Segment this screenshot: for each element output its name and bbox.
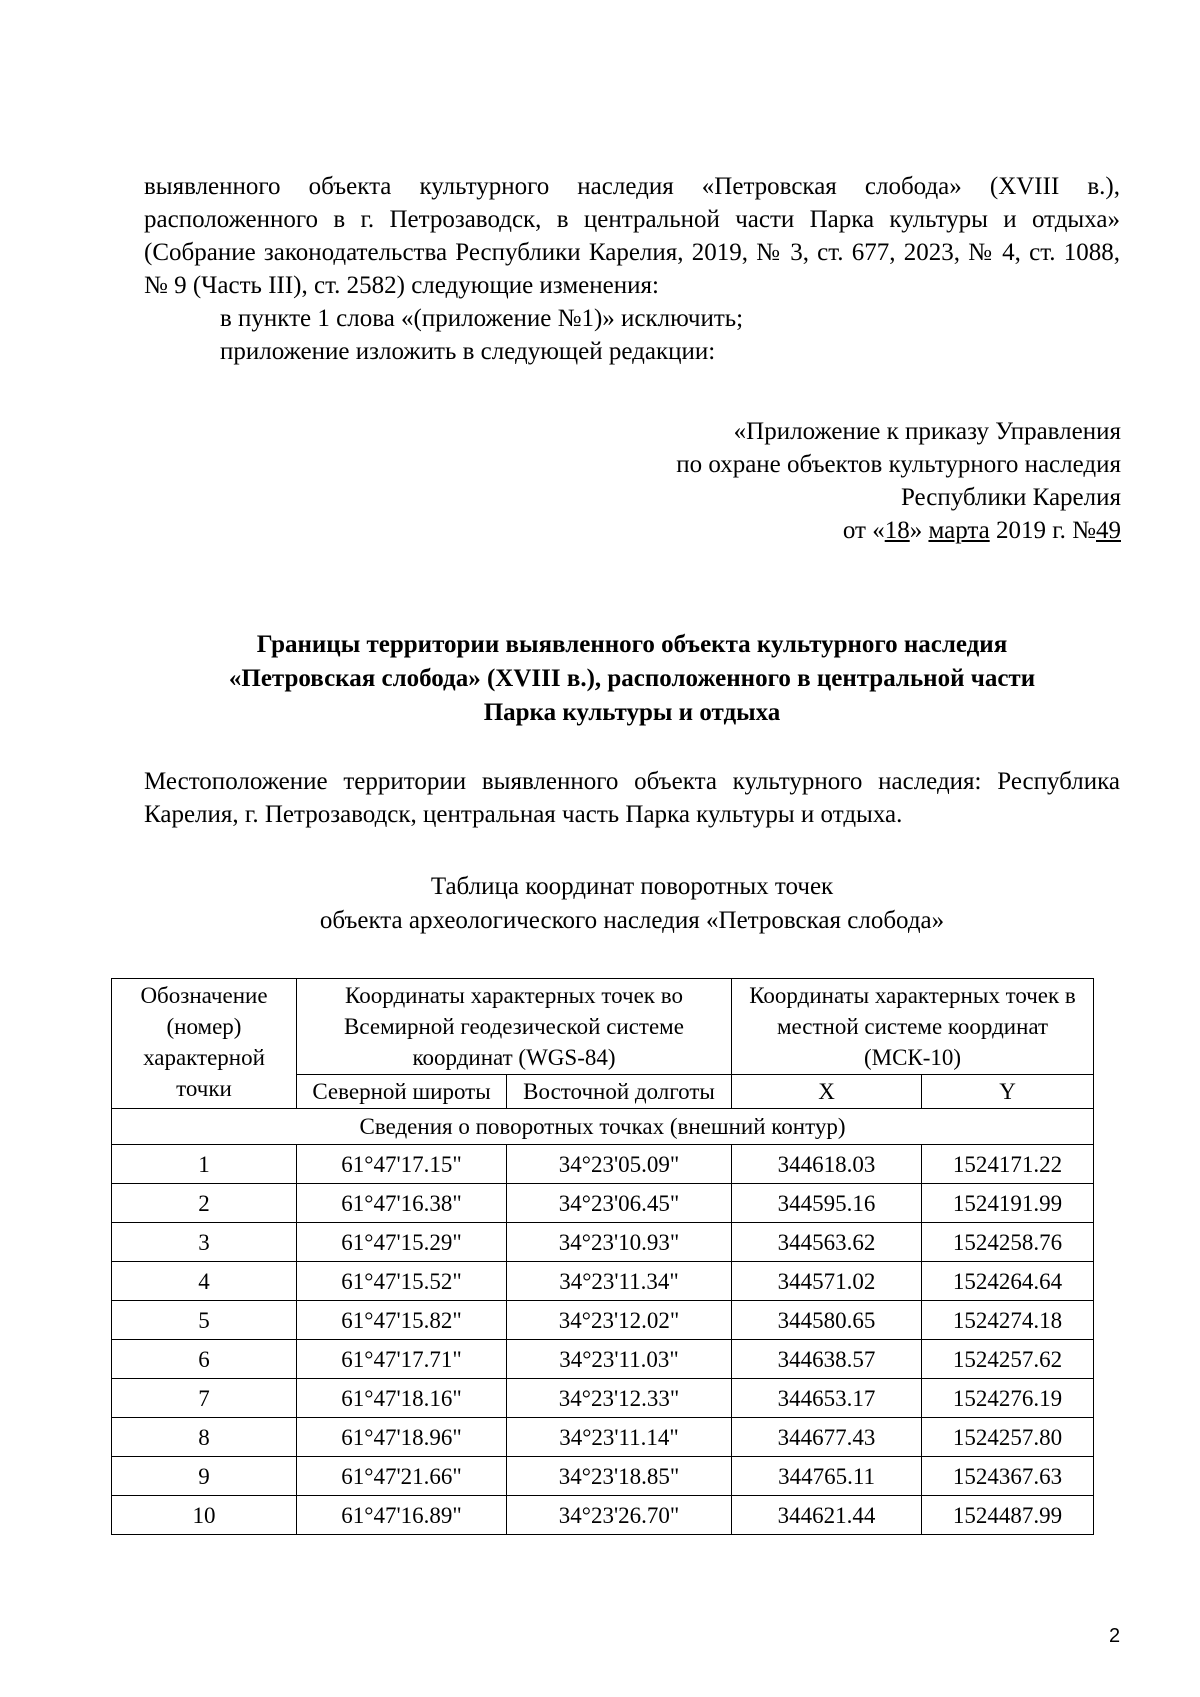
appendix-date-line bbox=[560, 514, 1121, 547]
x-cell: 344618.03 bbox=[732, 1145, 922, 1184]
intro-block bbox=[144, 170, 1120, 368]
x-cell: 344580.65 bbox=[732, 1301, 922, 1340]
y-cell: 1524487.99 bbox=[922, 1496, 1094, 1535]
table-row bbox=[112, 1379, 1094, 1418]
longitude-cell: 34°23'11.14" bbox=[507, 1418, 732, 1457]
appendix-number: 49 bbox=[1096, 517, 1121, 544]
latitude-cell: 61°47'15.82" bbox=[297, 1301, 507, 1340]
table-row bbox=[112, 1184, 1094, 1223]
point-number: 3 bbox=[112, 1223, 297, 1262]
point-number: 10 bbox=[112, 1496, 297, 1535]
y-cell: 1524171.22 bbox=[922, 1145, 1094, 1184]
table-caption-line-2: объекта археологического наследия «Петровская слобода» bbox=[319, 907, 945, 934]
longitude-cell: 34°23'06.45" bbox=[507, 1184, 732, 1223]
x-cell: 344621.44 bbox=[732, 1496, 922, 1535]
latitude-cell: 61°47'17.71" bbox=[297, 1340, 507, 1379]
latitude-cell: 61°47'18.16" bbox=[297, 1379, 507, 1418]
table-row bbox=[112, 1496, 1094, 1535]
table-row bbox=[112, 1457, 1094, 1496]
latitude-cell: 61°47'16.38" bbox=[297, 1184, 507, 1223]
table-row bbox=[112, 1340, 1094, 1379]
header-wgs: Координаты характерных точек во Всемирной геодезической системе координат (WGS-84) bbox=[297, 979, 732, 1075]
appendix-day-close: » bbox=[909, 517, 929, 544]
header-north-latitude: Северной широты bbox=[297, 1075, 507, 1109]
y-cell: 1524367.63 bbox=[922, 1457, 1094, 1496]
x-cell: 344765.11 bbox=[732, 1457, 922, 1496]
point-number: 4 bbox=[112, 1262, 297, 1301]
longitude-cell: 34°23'18.85" bbox=[507, 1457, 732, 1496]
x-cell: 344571.02 bbox=[732, 1262, 922, 1301]
appendix-date-prefix: от « bbox=[842, 517, 885, 544]
y-cell: 1524274.18 bbox=[922, 1301, 1094, 1340]
longitude-cell: 34°23'11.03" bbox=[507, 1340, 732, 1379]
longitude-cell: 34°23'26.70" bbox=[507, 1496, 732, 1535]
appendix-line-2: по охране объектов культурного наследия bbox=[676, 451, 1121, 478]
y-cell: 1524264.64 bbox=[922, 1262, 1094, 1301]
table-row bbox=[112, 1301, 1094, 1340]
longitude-cell: 34°23'11.34" bbox=[507, 1262, 732, 1301]
table-caption bbox=[144, 870, 1120, 938]
point-number: 2 bbox=[112, 1184, 297, 1223]
appendix-line-1: «Приложение к приказу Управления bbox=[733, 418, 1121, 445]
x-cell: 344563.62 bbox=[732, 1223, 922, 1262]
point-number: 6 bbox=[112, 1340, 297, 1379]
point-number: 9 bbox=[112, 1457, 297, 1496]
latitude-cell: 61°47'15.52" bbox=[297, 1262, 507, 1301]
x-cell: 344653.17 bbox=[732, 1379, 922, 1418]
coordinates-table bbox=[111, 978, 1094, 1535]
point-number: 7 bbox=[112, 1379, 297, 1418]
header-local: Координаты характерных точек в местной системе координат (МСК-10) bbox=[732, 979, 1094, 1075]
y-cell: 1524257.62 bbox=[922, 1340, 1094, 1379]
y-cell: 1524257.80 bbox=[922, 1418, 1094, 1457]
latitude-cell: 61°47'21.66" bbox=[297, 1457, 507, 1496]
appendix-line-3: Республики Карелия bbox=[900, 484, 1121, 511]
header-point: Обозначение (номер) характерной точки bbox=[112, 979, 297, 1109]
latitude-cell: 61°47'17.15" bbox=[297, 1145, 507, 1184]
point-number: 8 bbox=[112, 1418, 297, 1457]
title-line-1: Границы территории выявленного объекта культурного наследия bbox=[256, 631, 1008, 658]
point-number: 1 bbox=[112, 1145, 297, 1184]
table-caption-line-1: Таблица координат поворотных точек bbox=[430, 873, 834, 900]
x-cell: 344677.43 bbox=[732, 1418, 922, 1457]
y-cell: 1524191.99 bbox=[922, 1184, 1094, 1223]
longitude-cell: 34°23'10.93" bbox=[507, 1223, 732, 1262]
latitude-cell: 61°47'15.29" bbox=[297, 1223, 507, 1262]
amendment-item-1: в пункте 1 слова «(приложение №1)» исключить; bbox=[220, 305, 744, 332]
header-x: X bbox=[732, 1075, 922, 1109]
appendix-day: 18 bbox=[884, 517, 910, 544]
amendment-item-2: приложение изложить в следующей редакции: bbox=[220, 338, 716, 365]
table-row bbox=[112, 1262, 1094, 1301]
table-row bbox=[112, 1223, 1094, 1262]
table-row bbox=[112, 1145, 1094, 1184]
table-row bbox=[112, 1418, 1094, 1457]
y-cell: 1524258.76 bbox=[922, 1223, 1094, 1262]
appendix-header bbox=[560, 415, 1121, 547]
appendix-year: 2019 г. № bbox=[989, 517, 1096, 544]
title-line-2: «Петровская слобода» (XVIII в.), расположенного в центральной части bbox=[228, 665, 1036, 692]
x-cell: 344638.57 bbox=[732, 1340, 922, 1379]
latitude-cell: 61°47'16.89" bbox=[297, 1496, 507, 1535]
appendix-month: марта bbox=[928, 517, 990, 544]
y-cell: 1524276.19 bbox=[922, 1379, 1094, 1418]
document-title bbox=[144, 628, 1120, 730]
longitude-cell: 34°23'05.09" bbox=[507, 1145, 732, 1184]
section-row: Сведения о поворотных точках (внешний контур) bbox=[112, 1109, 1094, 1145]
longitude-cell: 34°23'12.33" bbox=[507, 1379, 732, 1418]
intro-paragraph: выявленного объекта культурного наследия «Петровская слобода» (XVIII в.), расположенного в г. Петрозаводск, в центральной части Парка культуры и отдыха» (Собрание законодательства Республики Карелия, 2019, № 3, ст. 677, 2023, № 4, ст. 1088, № 9 (Часть III), ст. 2582) следующие изменения: bbox=[144, 173, 1120, 299]
location-paragraph: Местоположение территории выявленного объекта культурного наследия: Республика Карелия, г. Петрозаводск, центральная часть Парка культуры и отдыха. bbox=[144, 768, 1120, 828]
longitude-cell: 34°23'12.02" bbox=[507, 1301, 732, 1340]
x-cell: 344595.16 bbox=[732, 1184, 922, 1223]
header-east-longitude: Восточной долготы bbox=[507, 1075, 732, 1109]
page-number: 2 bbox=[1109, 1625, 1121, 1647]
header-y: Y bbox=[922, 1075, 1094, 1109]
point-number: 5 bbox=[112, 1301, 297, 1340]
title-line-3: Парка культуры и отдыха bbox=[483, 699, 781, 726]
latitude-cell: 61°47'18.96" bbox=[297, 1418, 507, 1457]
